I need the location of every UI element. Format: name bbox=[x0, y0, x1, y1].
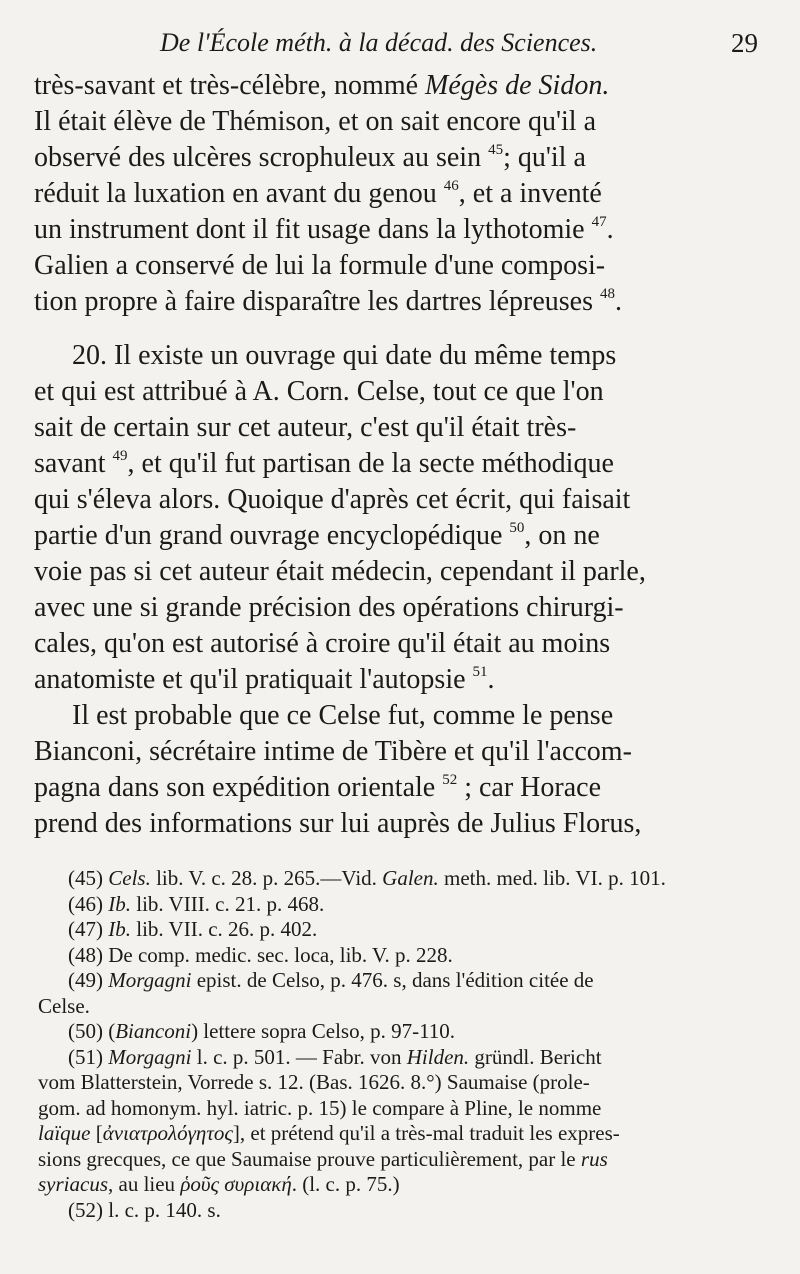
body-line: et qui est attribué à A. Corn. Celse, tout ce que l'on bbox=[34, 376, 604, 407]
body-line: Bianconi, sécrétaire intime de Tibère et qu'il l'accom- bbox=[34, 736, 632, 767]
body-line: un instrument dont il fit usage dans la lythotomie $^{47}$. bbox=[34, 213, 614, 245]
body-line: voie pas si cet auteur était médecin, cependant il parle, bbox=[34, 556, 646, 587]
footnote-line: vom Blatterstein, Vorrede s. 12. (Bas. 1626. 8.°) Saumaise (prole- bbox=[38, 1070, 590, 1094]
body-line: sait de certain sur cet auteur, c'est qu'il était très- bbox=[34, 412, 577, 443]
footnote-line: (50) (Bianconi) lettere sopra Celso, p. 97-110. bbox=[68, 1019, 456, 1043]
body-line: qui s'éleva alors. Quoique d'après cet écrit, qui faisait bbox=[34, 484, 631, 515]
body-line: Il était élève de Thémison, et on sait encore qu'il a bbox=[34, 106, 596, 137]
page-header bbox=[0, 28, 800, 68]
footnote-line: laïque [ἀνιατρολόγητος], et prétend qu'il a très-mal traduit les expres- bbox=[38, 1121, 620, 1145]
footnote-line: (52) l. c. p. 140. s. bbox=[68, 1197, 221, 1222]
body-line: avec une si grande précision des opérations chirurgi- bbox=[34, 592, 624, 623]
body-line: savant $^{49}$, et qu'il fut partisan de la secte méthodique bbox=[34, 447, 614, 479]
running-title: De l'École méth. à la décad. des Sciences. bbox=[160, 28, 598, 57]
footnote-line: syriacus, au lieu ῥοῦς συριακή. (l. c. p. 75.) bbox=[38, 1172, 400, 1196]
footnote-line: (47) Ib. lib. VII. c. 26. p. 402. bbox=[68, 917, 318, 941]
body-text bbox=[34, 68, 762, 842]
footnote-line: (51) Morgagni l. c. p. 501. — Fabr. von Hilden. gründl. Bericht bbox=[68, 1044, 602, 1069]
body-line: très-savant et très-célèbre, nommé Mégès de Sidon. bbox=[34, 70, 610, 101]
body-line: cales, qu'on est autorisé à croire qu'il était au moins bbox=[34, 628, 611, 659]
footnote-line: (48) De comp. medic. sec. loca, lib. V. p. 228. bbox=[68, 942, 453, 967]
body-line: prend des informations sur lui auprès de Julius Florus, bbox=[34, 808, 642, 839]
footnote-line: gom. ad homonym. hyl. iatric. p. 15) le compare à Pline, le nomme bbox=[38, 1095, 602, 1120]
footnote-line: sions grecques, ce que Saumaise prouve particulièrement, par le rus bbox=[38, 1146, 608, 1171]
body-line: anatomiste et qu'il pratiquait l'autopsie $^{51}$. bbox=[34, 663, 495, 695]
body-line: Il est probable que ce Celse fut, comme le pense bbox=[72, 700, 614, 731]
body-line: pagna dans son expédition orientale $^{52}$ ; car Horace bbox=[34, 771, 602, 803]
body-line: Galien a conservé de lui la formule d'une composi- bbox=[34, 250, 606, 281]
body-line: partie d'un grand ouvrage encyclopédique $^{50}$, on ne bbox=[34, 519, 600, 551]
footnotes bbox=[38, 866, 763, 1223]
footnote-line: Celse. bbox=[38, 993, 90, 1018]
footnote-line: (46) Ib. lib. VIII. c. 21. p. 468. bbox=[68, 891, 325, 916]
footnote-line: (49) Morgagni epist. de Celso, p. 476. s, dans l'édition citée de bbox=[68, 968, 594, 992]
page-number: 29 bbox=[731, 28, 758, 58]
body-line: observé des ulcères scrophuleux au sein $^{45}$; qu'il a bbox=[34, 141, 586, 173]
body-line: 20. Il existe un ouvrage qui date du même temps bbox=[72, 340, 617, 371]
footnote-line: (45) Cels. lib. V. c. 28. p. 265.—Vid. Galen. meth. med. lib. VI. p. 101. bbox=[68, 866, 666, 890]
body-line: réduit la luxation en avant du genou $^{46}$, et a inventé bbox=[34, 177, 602, 209]
body-line: tion propre à faire disparaître les dartres lépreuses $^{48}$. bbox=[34, 285, 622, 317]
